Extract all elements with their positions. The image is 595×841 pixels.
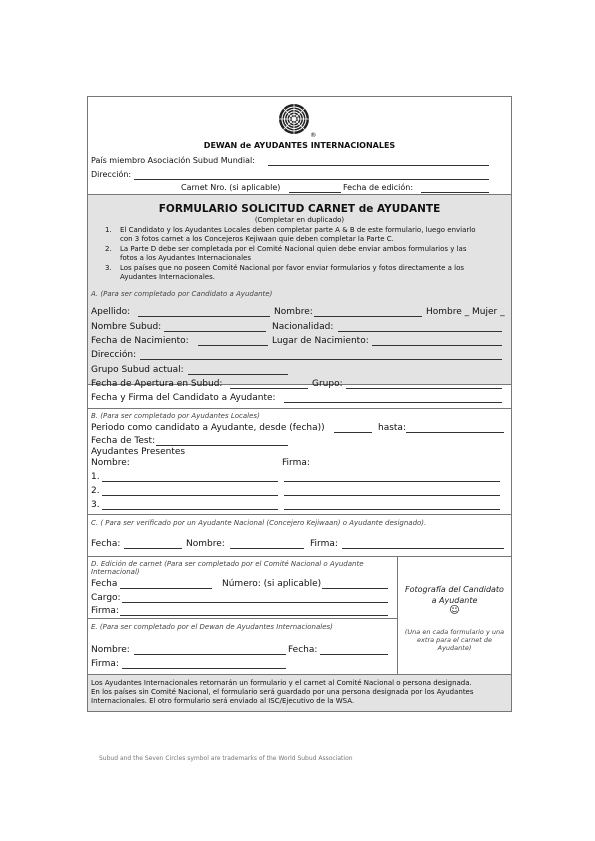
test-date-label: Fecha de Test: bbox=[91, 436, 156, 446]
trademark-note: Subud and the Seven Circles symbol are trademarks of the World Subud Association bbox=[99, 755, 353, 762]
present-helpers-label: Ayudantes Presentes bbox=[91, 447, 186, 457]
test-date-field[interactable] bbox=[156, 436, 288, 446]
subud-name-field[interactable] bbox=[164, 322, 266, 332]
instruction-num: 3. bbox=[105, 264, 112, 272]
current-group-field[interactable] bbox=[188, 365, 288, 375]
seven-circles-logo-icon bbox=[274, 103, 314, 135]
section-b-heading: B. (Para ser completado por Ayudantes Locales) bbox=[91, 412, 260, 420]
section-a-heading: A. (Para ser completado por Candidato a Ayudante) bbox=[91, 290, 273, 298]
footer-note bbox=[88, 675, 511, 711]
nationality-field[interactable] bbox=[338, 322, 502, 332]
instruction-line: con 3 fotos carnet a los Concejeros Kejiwaan quie deben completar la Parte C. bbox=[120, 235, 394, 243]
country-field[interactable] bbox=[268, 156, 489, 166]
birth-place-field[interactable] bbox=[372, 336, 502, 346]
name-label-e: Nombre: bbox=[91, 645, 130, 655]
row-number: 3. bbox=[91, 500, 100, 510]
signature-field-c[interactable] bbox=[342, 539, 504, 549]
smiley-icon: ☺ bbox=[449, 605, 460, 616]
footer-line: En los países sin Comité Nacional, el formulario será guardado por una persona designada por los Ayudantes bbox=[91, 688, 474, 696]
signature-label-c: Firma: bbox=[310, 539, 338, 549]
current-group-label: Grupo Subud actual: bbox=[91, 365, 184, 375]
section-a bbox=[88, 287, 511, 409]
period-until-field[interactable] bbox=[406, 423, 504, 433]
photo-box[interactable] bbox=[398, 557, 511, 675]
helper-2-name-field[interactable] bbox=[102, 486, 278, 496]
signature-label-e: Firma: bbox=[91, 659, 119, 669]
group-field[interactable] bbox=[346, 379, 502, 389]
form-title: FORMULARIO SOLICITUD CARNET de AYUDANTE bbox=[158, 203, 441, 215]
address-label: Dirección: bbox=[91, 170, 132, 179]
nationality-label: Nacionalidad: bbox=[272, 322, 334, 332]
photo-note: (Una en cada formulario y una bbox=[404, 628, 505, 636]
opening-date-label: Fecha de Apertura en Subud: bbox=[91, 379, 223, 389]
name-label: Nombre: bbox=[274, 307, 313, 317]
name-column-label: Nombre: bbox=[91, 458, 130, 468]
birth-date-label: Fecha de Nacimiento: bbox=[91, 336, 189, 346]
address-field-a[interactable] bbox=[140, 350, 502, 360]
signature-field-a[interactable] bbox=[284, 393, 502, 403]
number-field-d[interactable] bbox=[322, 579, 388, 589]
name-field[interactable] bbox=[314, 307, 422, 317]
signature-label-d: Firma: bbox=[91, 606, 119, 616]
section-c bbox=[88, 515, 511, 557]
name-label-c: Nombre: bbox=[186, 539, 225, 549]
signature-label-a: Fecha y Firma del Candidato a Ayudante: bbox=[91, 393, 276, 403]
form-header bbox=[88, 97, 511, 195]
role-field-d[interactable] bbox=[122, 593, 388, 603]
instruction-line: La Parte D debe ser completada por el Comité Nacional quien debe enviar ambos formularios y las bbox=[120, 245, 467, 253]
until-label: hasta: bbox=[378, 423, 406, 433]
instruction-line: Los países que no poseen Comité Nacional por favor enviar formularios y fotos directamente a los bbox=[120, 264, 464, 272]
card-no-label: Carnet Nro. (si aplicable) bbox=[181, 183, 281, 192]
birth-place-label: Lugar de Nacimiento: bbox=[272, 336, 369, 346]
section-b bbox=[88, 409, 511, 515]
subud-name-label: Nombre Subud: bbox=[91, 322, 162, 332]
name-field-c[interactable] bbox=[230, 539, 304, 549]
role-label-d: Cargo: bbox=[91, 593, 121, 603]
signature-field-e[interactable] bbox=[122, 659, 286, 669]
edition-date-label: Fecha de edición: bbox=[343, 183, 414, 192]
photo-note-3: Ayudante) bbox=[437, 644, 472, 652]
edition-date-field[interactable] bbox=[421, 183, 489, 193]
section-d-heading: D. Edición de carnet (Para ser completado por el Comité Nacional o Ayudante bbox=[91, 560, 364, 568]
helper-1-name-field[interactable] bbox=[102, 472, 278, 482]
registered-mark: ® bbox=[310, 131, 317, 139]
country-label: País miembro Asociación Subud Mundial: bbox=[91, 156, 255, 165]
date-label-d: Fecha bbox=[91, 579, 118, 589]
period-label: Periodo como candidato a Ayudante, desde (fecha)) bbox=[91, 423, 325, 433]
row-number: 2. bbox=[91, 486, 100, 496]
birth-date-field[interactable] bbox=[198, 336, 268, 346]
instruction-line: fotos a los Ayudantes Internacionales bbox=[120, 254, 251, 262]
name-field-e[interactable] bbox=[134, 645, 286, 655]
form-subtitle: (Completar en duplicado) bbox=[254, 216, 345, 224]
helper-3-name-field[interactable] bbox=[102, 500, 278, 510]
helper-1-signature-field[interactable] bbox=[284, 472, 500, 482]
gender-field[interactable]: Hombre _ Mujer _ bbox=[426, 307, 505, 317]
instruction-num: 2. bbox=[105, 245, 112, 253]
date-field-c[interactable] bbox=[124, 539, 182, 549]
instruction-line: El Candidato y los Ayudantes Locales deben completar parte A & B de este formulario, luego enviarlo bbox=[120, 226, 476, 234]
helper-3-signature-field[interactable] bbox=[284, 500, 500, 510]
footer-line: Internacionales. El otro formulario será enviado al ISC/Ejecutivo de la WSA. bbox=[91, 697, 355, 705]
signature-field-d[interactable] bbox=[120, 606, 388, 616]
date-field-e[interactable] bbox=[320, 645, 388, 655]
number-label-d: Número: (si aplicable) bbox=[222, 579, 322, 589]
instruction-num: 1. bbox=[105, 226, 112, 234]
helper-2-signature-field[interactable] bbox=[284, 486, 500, 496]
surname-field[interactable] bbox=[138, 307, 270, 317]
section-e-heading: E. (Para ser completado por el Dewan de Ayudantes Internacionales) bbox=[91, 623, 333, 631]
address-label-a: Dirección: bbox=[91, 350, 137, 360]
section-d-heading-2: Internacional) bbox=[91, 568, 140, 576]
date-label-e: Fecha: bbox=[288, 645, 318, 655]
surname-label: Apellido: bbox=[91, 307, 131, 317]
section-e bbox=[88, 619, 398, 675]
org-name: DEWAN de AYUDANTES INTERNACIONALES bbox=[203, 141, 396, 150]
signature-column-label: Firma: bbox=[282, 458, 310, 468]
opening-date-field[interactable] bbox=[230, 379, 308, 389]
period-from-field[interactable] bbox=[334, 423, 372, 433]
photo-note-2: extra para el carnet de bbox=[417, 636, 492, 644]
address-field[interactable] bbox=[134, 170, 489, 180]
photo-title-2: a Ayudante bbox=[431, 596, 478, 605]
date-label-c: Fecha: bbox=[91, 539, 121, 549]
section-d bbox=[88, 557, 398, 619]
date-field-d[interactable] bbox=[120, 579, 212, 589]
footer-line: Los Ayudantes Internacionales retornarán un formulario y el carnet al Comité Nacional o persona designada. bbox=[91, 679, 472, 687]
application-form bbox=[87, 96, 512, 712]
card-no-field[interactable] bbox=[289, 183, 341, 193]
group-label: Grupo: bbox=[312, 379, 343, 389]
instruction-line: Ayudantes Internacionales. bbox=[120, 273, 215, 281]
section-c-heading: C. ( Para ser verificado por un Ayudante Nacional (Concejero Kejiwaan) o Ayudante designado). bbox=[91, 519, 427, 527]
photo-title: Fotografía del Candidato bbox=[405, 585, 504, 594]
row-number: 1. bbox=[91, 472, 100, 482]
